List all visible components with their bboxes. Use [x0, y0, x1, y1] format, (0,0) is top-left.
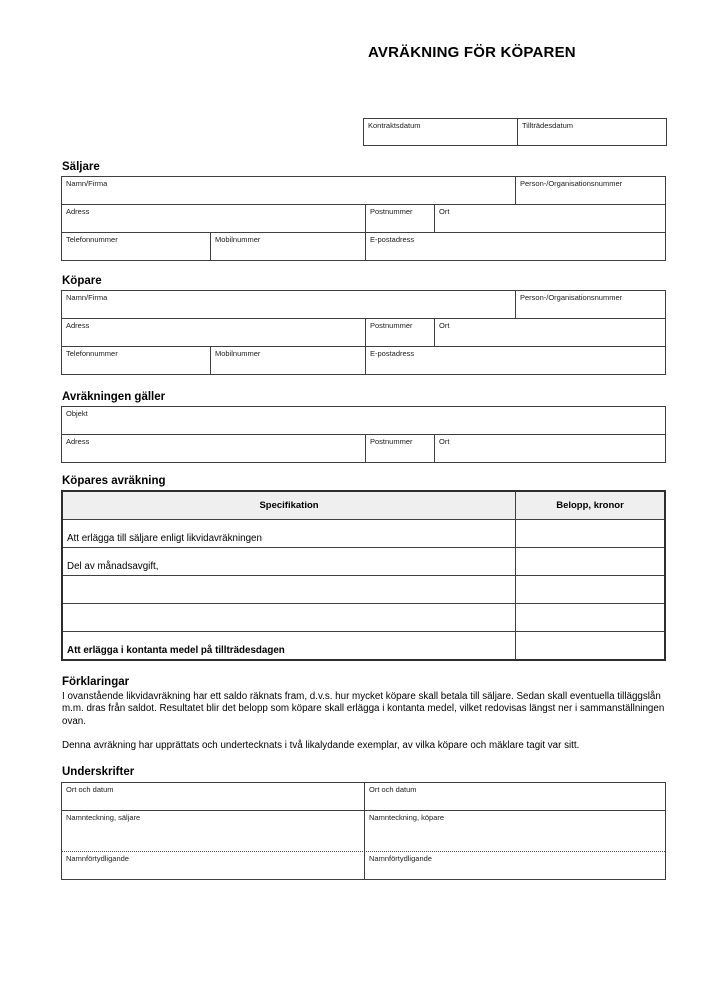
seller-sign-date-field[interactable] — [62, 783, 364, 810]
possession-date-field[interactable] — [517, 119, 666, 145]
settlement-amount-cell[interactable] — [515, 520, 664, 547]
contract-date-field[interactable] — [364, 119, 517, 145]
buyer-email-field[interactable] — [365, 347, 665, 374]
object-address-label: Adress — [66, 437, 90, 446]
explanations-paragraph-1: I ovanstående likvidavräkning har ett saldo räknats fram, d.v.s. hur mycket köpare skall betala till säljare. Sedan skall eventuella tilläggslån m.m. dras från saldot. Resultatet blir det belopp som köpare skall erlägga i kontanta medel, vilket redovisas längst ner i sammanställningen ovan. — [62, 691, 665, 727]
settlement-spec-cell[interactable]: Del av månadsavgift, — [67, 561, 159, 572]
seller-zip-label: Postnummer — [370, 207, 413, 216]
seller-zip-field[interactable] — [365, 205, 434, 232]
seller-name-clarification-field[interactable] — [62, 852, 364, 879]
buyer-address-field[interactable] — [62, 319, 365, 346]
seller-name-label: Namn/Firma — [66, 179, 108, 188]
seller-phone-label: Telefonnummer — [66, 235, 118, 244]
seller-orgnr-field[interactable] — [515, 177, 665, 204]
table-row — [62, 346, 665, 374]
object-zip-field[interactable] — [365, 435, 434, 462]
settlement-spec-cell: Att erlägga i kontanta medel på tillträdesdagen — [67, 645, 285, 656]
table-row — [62, 318, 665, 346]
settlement-header-row — [63, 492, 664, 519]
seller-name-clarification-label: Namnförtydligande — [66, 854, 129, 863]
seller-email-field[interactable] — [365, 233, 665, 260]
seller-address-label: Adress — [66, 207, 90, 216]
table-row — [62, 291, 665, 318]
buyer-sign-date-field[interactable] — [364, 783, 665, 810]
seller-sign-date-label: Ort och datum — [66, 785, 114, 794]
seller-name-field[interactable] — [62, 177, 515, 204]
buyer-mobile-field[interactable] — [210, 347, 365, 374]
settlement-amount-cell[interactable] — [515, 576, 664, 603]
settlement-col-amount: Belopp, kronor — [515, 492, 664, 519]
explanations-paragraph-2: Denna avräkning har upprättats och undertecknats i två likalydande exemplar, av vilka köpare och mäklare tagit var sitt. — [62, 739, 580, 751]
buyer-name-field[interactable] — [62, 291, 515, 318]
seller-signature-field[interactable] — [62, 811, 364, 851]
table-row — [62, 434, 665, 462]
buyer-heading: Köpare — [62, 275, 102, 287]
buyer-orgnr-label: Person-/Organisationsnummer — [520, 293, 623, 302]
settlement-amount-cell[interactable] — [515, 604, 664, 631]
seller-mobile-label: Mobilnummer — [215, 235, 261, 244]
buyer-email-label: E-postadress — [370, 349, 415, 358]
buyer-name-clarification-label: Namnförtydligande — [369, 854, 432, 863]
form-title: AVRÄKNING FÖR KÖPAREN — [368, 44, 576, 61]
signatures-table — [61, 782, 666, 880]
buyer-phone-label: Telefonnummer — [66, 349, 118, 358]
seller-mobile-field[interactable] — [210, 233, 365, 260]
possession-date-label: Tillträdesdatum — [522, 121, 573, 130]
explanations-heading: Förklaringar — [62, 676, 130, 688]
settlement-amount-cell[interactable] — [515, 632, 664, 659]
table-row — [62, 204, 665, 232]
buyer-name-label: Namn/Firma — [66, 293, 108, 302]
buyer-address-label: Adress — [66, 321, 90, 330]
seller-email-label: E-postadress — [370, 235, 415, 244]
table-row — [62, 232, 665, 260]
seller-city-field[interactable] — [434, 205, 665, 232]
buyer-name-clarification-field[interactable] — [364, 852, 665, 879]
settlement-col-spec: Specifikation — [259, 500, 319, 511]
object-section-heading: Avräkningen gäller — [62, 391, 166, 403]
settlement-amount-cell[interactable] — [515, 548, 664, 575]
settlement-heading: Köpares avräkning — [62, 475, 166, 487]
buyer-table — [61, 290, 666, 375]
settlement-row — [63, 575, 664, 603]
settlement-spec-cell[interactable] — [63, 576, 515, 603]
buyer-city-label: Ort — [439, 321, 450, 330]
buyer-city-field[interactable] — [434, 319, 665, 346]
settlement-row — [63, 631, 664, 659]
table-row — [62, 810, 665, 851]
table-row — [62, 177, 665, 204]
table-row — [62, 783, 665, 810]
buyer-orgnr-field[interactable] — [515, 291, 665, 318]
settlement-row — [63, 519, 664, 547]
seller-address-field[interactable] — [62, 205, 365, 232]
settlement-row — [63, 547, 664, 575]
buyer-zip-field[interactable] — [365, 319, 434, 346]
seller-heading: Säljare — [62, 161, 100, 173]
object-address-field[interactable] — [62, 435, 365, 462]
buyer-zip-label: Postnummer — [370, 321, 413, 330]
dates-box — [363, 118, 667, 146]
buyer-signature-field[interactable] — [364, 811, 665, 851]
object-zip-label: Postnummer — [370, 437, 413, 446]
table-row — [62, 407, 665, 434]
object-city-label: Ort — [439, 437, 450, 446]
settlement-table — [61, 490, 666, 661]
object-table — [61, 406, 666, 463]
signatures-heading: Underskrifter — [62, 766, 135, 778]
contract-date-label: Kontraktsdatum — [368, 121, 421, 130]
explanations-section — [62, 676, 674, 764]
buyer-phone-field[interactable] — [62, 347, 210, 374]
buyer-signature-label: Namnteckning, köpare — [369, 813, 445, 822]
object-field[interactable] — [62, 407, 665, 434]
seller-table — [61, 176, 666, 261]
settlement-spec-cell: Att erlägga till säljare enligt likvidavräkningen — [67, 533, 262, 544]
object-city-field[interactable] — [434, 435, 665, 462]
settlement-row — [63, 603, 664, 631]
seller-city-label: Ort — [439, 207, 450, 216]
seller-orgnr-label: Person-/Organisationsnummer — [520, 179, 623, 188]
buyer-sign-date-label: Ort och datum — [369, 785, 417, 794]
table-row — [62, 851, 665, 879]
buyer-mobile-label: Mobilnummer — [215, 349, 261, 358]
object-label: Objekt — [66, 409, 88, 418]
settlement-spec-cell[interactable] — [63, 604, 515, 631]
seller-signature-label: Namnteckning, säljare — [66, 813, 141, 822]
seller-phone-field[interactable] — [62, 233, 210, 260]
